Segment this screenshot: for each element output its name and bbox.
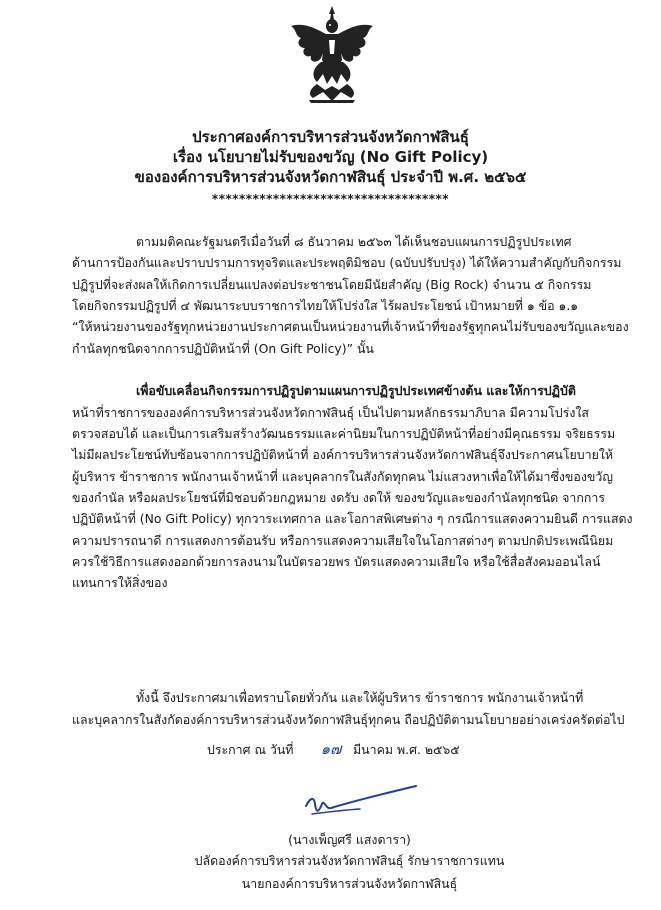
document-subject: เรื่อง นโยบายไม่รับของขวัญ (No Gift Policy) xyxy=(172,148,489,166)
garuda-emblem-icon xyxy=(287,4,377,104)
paragraph-line: ควรใช้วิธีการแสดงออกด้วยการลงนามในบัตรอวยพร บัตรแสดงความเสียใจ หรือใช้สื่อสังคมออนไลน์ xyxy=(72,554,601,569)
paragraph-line: และบุคลากรในสังกัดองค์การบริหารส่วนจังหวัดกาฬสินธุ์ทุกคน ถือปฏิบัติตามนโยบายอย่างเคร่งครัดต่อไป xyxy=(72,712,625,727)
date-day: ๑๗ xyxy=(320,740,342,758)
document-title: ประกาศองค์การบริหารส่วนจังหวัดกาฬสินธุ์ xyxy=(192,128,469,146)
paragraph-line: หน้าที่ราชการขององค์การบริหารส่วนจังหวัดกาฬสินธุ์ เป็นไปตามหลักธรรมาภิบาล มีความโปร่งใส xyxy=(72,405,589,420)
paragraph-line: แทนการให้สิ่งของ xyxy=(72,575,168,590)
paragraph-line: ไม่มีผลประโยชน์ทับซ้อนจากการปฏิบัติหน้าที่ องค์การบริหารส่วนจังหวัดกาฬสินธุ์จึงประกาศนโยบายให้ xyxy=(72,447,614,462)
signatory-position: นายกองค์การบริหารส่วนจังหวัดกาฬสินธุ์ xyxy=(241,876,458,891)
document-subtitle: ขององค์การบริหารส่วนจังหวัดกาฬสินธุ์ ประจำปี พ.ศ. ๒๕๖๕ xyxy=(134,168,527,186)
date-suffix: มีนาคม พ.ศ. ๒๕๖๕ xyxy=(353,742,460,757)
paragraph-line: ปฏิบัติหน้าที่ (No Gift Policy) ทุกวาระเทศกาล และโอกาสพิเศษต่าง ๆ กรณีการแสดงความยินดี การแสดง xyxy=(72,511,633,526)
paragraph-line: ผู้บริหาร ข้าราชการ พนักงานเจ้าหน้าที่ และบุคลากรในสังกัดทุกคน ไม่แสวงหาเพื่อให้ได้มาซึ่งของขวัญ xyxy=(72,469,613,484)
paragraph-line: เพื่อขับเคลื่อนกิจกรรมการปฏิรูปตามแผนการปฏิรูปประเทศข้างต้น และให้การปฏิบัติ xyxy=(136,383,576,398)
paragraph-line: โดยกิจกรรมปฏิรูปที่ ๔ พัฒนาระบบราชการไทยให้โปร่งใส ไร้ผลประโยชน์ เป้าหมายที่ ๑ ข้อ ๑.๑ xyxy=(72,298,579,313)
paragraph-line: ตามมติคณะรัฐมนตรีเมื่อวันที่ ๘ ธันวาคม ๒๕๖๓ ได้เห็นชอบแผนการปฏิรูปประเทศ xyxy=(136,234,572,249)
paragraph-line: ตรวจสอบได้ และเป็นการเสริมสร้างวัฒนธรรมและค่านิยมในการปฏิบัติหน้าที่อย่างมีคุณธรรม จริยธรรม xyxy=(72,426,616,441)
header-separator: *********************************** xyxy=(211,192,450,206)
paragraph-line: ของกำนัล หรือผลประโยชน์ที่มิชอบด้วยกฎหมาย งดรับ งดให้ ของขวัญและของกำนัลทุกชนิด จากการ xyxy=(72,490,605,505)
signatory-position: ปลัดองค์การบริหารส่วนจังหวัดกาฬสินธุ์ รักษาราชการแทน xyxy=(194,853,505,868)
paragraph-line: กำนัลทุกชนิดจากการปฏิบัติหน้าที่ (On Gift Policy)” นั้น xyxy=(72,341,374,356)
paragraph-line: ความปรารถนาดี การแสดงการต้อนรับ หรือการแสดงความเสียใจในโอกาสต่างๆ ตามปกติประเพณีนิยม xyxy=(72,533,614,548)
date-prefix: ประกาศ ณ วันที่ xyxy=(207,742,294,757)
paragraph-line: ด้านการป้องกันและปราบปรามการทุจริตและประพฤติมิชอบ (ฉบับปรับปรุง) ได้ให้ความสำคัญกับกิจกรรม xyxy=(72,255,622,270)
handwritten-signature-icon xyxy=(304,784,420,820)
paragraph-line: “ให้หน่วยงานของรัฐทุกหน่วยงานประกาศตนเป็นหน่วยงานที่เจ้าหน้าที่ของรัฐทุกคนไม่รับของขวัญและของ xyxy=(72,319,629,334)
paragraph-line: ทั้งนี้ จึงประกาศมาเพื่อทราบโดยทั่วกัน และให้ผู้บริหาร ข้าราชการ พนักงานเจ้าหน้าที่ xyxy=(136,690,584,705)
paragraph-line: ปฏิรูปที่จะส่งผลให้เกิดการเปลี่ยนแปลงต่อประชาชนโดยมีนัยสำคัญ (Big Rock) จำนวน ๕ กิจกรรม xyxy=(72,277,592,292)
signatory-name: (นางเพ็ญศรี แสงดารา) xyxy=(288,832,411,847)
